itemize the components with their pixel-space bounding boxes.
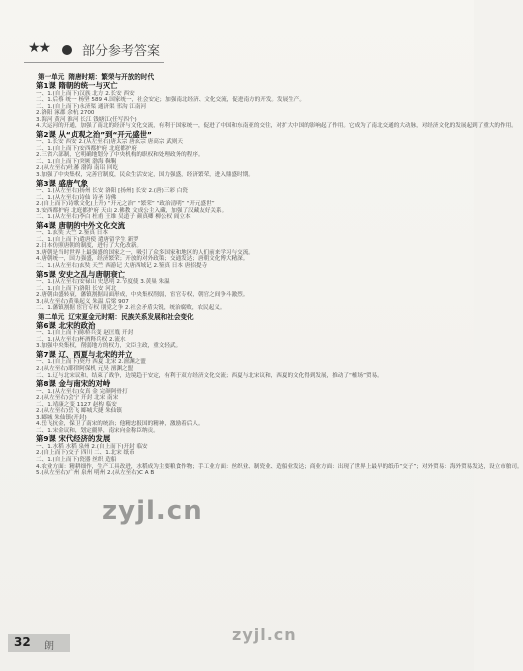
answer-line: 二、1.(自上而下)安西都护府 北庭都护府	[36, 145, 137, 152]
answer-line: 二、1.(从左至右)玄奘 天竺 西游记 大唐西域记 2.鉴真 日本 唐招提寺	[36, 263, 208, 270]
answer-line: 一、1.玄奘 天竺 2.鉴真 日本	[36, 230, 108, 237]
answer-line: 3.加强中央集权，削弱地方的权力，文臣主政，重文轻武。	[36, 343, 182, 350]
answer-line: 二、1.(从左至右)杯酒释兵权 2.流水	[36, 336, 126, 343]
answer-content	[36, 72, 523, 632]
answer-line: 3.郾城 朱仙镇(开封)	[36, 414, 87, 421]
answer-line: 4.岳飞抗金，保卫了南宋的统治；他精忠报国的精神，激励着后人。	[36, 421, 204, 428]
header-divider	[24, 62, 164, 63]
dot-icon	[62, 45, 72, 55]
answer-line: 二、1.(自上而下)永济渠 通济渠 邗沟 江南河	[36, 103, 147, 110]
star-icon: ★★	[28, 40, 50, 56]
answer-line: 2.日本仿照唐朝的制度，进行了大化改新。	[36, 243, 143, 250]
answer-line: 5.(从左至右)广州 泉州 明州 2.(从左至右)C A B	[36, 470, 155, 477]
answer-line: 2.(从左至右)耶律阿保机 元昊 澶渊之盟	[36, 366, 134, 372]
answer-line: 4.大运河的开通，加强了南北的经济与文化交流，有利于国家统一，促进了中国和东南亚的交往，对扩大中国的影响起了作用。它成为了南北交通的大动脉，对经济文化的发展起到了重大的作用。	[36, 123, 517, 130]
lesson-title: 第8课 金与南宋的对峙	[36, 379, 111, 389]
answer-line: 一、1.(自上而下)契丹 西夏 北宋 2.澶渊之盟	[36, 359, 146, 366]
answer-line: 2.洛阳 涿郡 余杭 2700	[36, 110, 95, 117]
lesson-title: 第4课 唐朝的中外文化交流	[36, 220, 126, 230]
answer-line: 二、1.(从左至右)诗仙 诗圣 诗佛	[36, 194, 117, 201]
answer-line: 2.(从左至右)岳飞 郾城大捷 朱仙镇	[36, 408, 122, 415]
answer-line: 一、1.(自上而下)汉族 北方 2.长安 西安	[36, 90, 135, 97]
answer-line: 一、1.(从左至右)扬州 长安 洛阳 [扬州] 长安 2.(唐)三彩 白瓷	[36, 188, 188, 195]
answer-line: 二、1.靖康之变 1127 赵构 临安	[36, 401, 117, 408]
lesson-title: 第1课 隋朝的统一与灭亡	[36, 81, 118, 90]
unit-title: 第二单元 辽宋夏金元时期：民族关系发展和社会变化	[38, 312, 194, 321]
answer-line: 二、1.(自上而下)遣唐使 遣唐留学生 新罗	[36, 236, 139, 243]
answer-line: 二、1.辽与北宋议和，结束了战争，边境趋于安定，有利于双方经济文化交流；西夏与北宋议和，西夏的文化得到发展，推动了“榷场”贸易。	[36, 372, 383, 379]
answer-line: 4.唐朝统一，国力强盛，经济繁荣；开放的对外政策；交通发达；唐朝文化博大精深。	[36, 256, 249, 263]
lesson-title: 第2课 从“贞观之治”到“开元盛世”	[36, 129, 152, 139]
answer-line: 一、1.(从左至右)女真 金 完颜阿骨打	[36, 388, 128, 395]
answer-line: 二、1.后蔡 统一 杨坚 589 4.国家统一，社会安定；加强南北经济、文化交流，促进南方的开发。发展生产。	[36, 97, 305, 104]
answer-line: 二、1.(自上而下)洛阳 长安 河北	[36, 285, 117, 292]
page-header	[24, 36, 454, 66]
lesson-title: 第6课 北宋的政治	[36, 320, 96, 330]
answer-line: 2.(从左至右)会宁 开封 北宋 南宋	[36, 395, 119, 402]
answer-line: 一、1.(自上而下)陈桥兵变 赵匡胤 开封	[36, 330, 134, 337]
lesson-title: 第9课 宋代经济的发展	[36, 434, 111, 444]
answer-line: 一、1.(从左至右)安禄山 史思明 2.节度使 3.黄巢 朱温	[36, 279, 170, 286]
answer-line: 3.唐朝是当时世界上最强盛的国家之一，吸引了众多国家和地区的人们前来学习与交流。	[36, 249, 254, 256]
page-number-suffix: 朗	[44, 641, 54, 652]
answer-line: 3.(从左至右)黄巢起义 朱温 后梁 907	[36, 298, 129, 305]
unit-title: 第一单元 隋唐时期：繁荣与开放的时代	[38, 73, 155, 81]
answer-line: 二、1.宋金议和，划定疆界，南宋向金称臣纳贡。	[36, 427, 159, 434]
answer-line: 4.农业方面：精耕细作，生产工具改进，水稻成为主要粮食作物；手工业方面：丝织业、制瓷业、造船业发达；商业方面：出现了世界上最早的纸币“交子”；对外贸易：海外贸易发达，设立市舶司。	[36, 463, 523, 470]
watermark-footer: zyjl.cn	[232, 625, 297, 644]
answer-line: 二、1.藩镇割据 宦官专权 朋党之争 2.社会矛盾尖锐，统治腐败，农民起义。	[36, 305, 226, 312]
unit-lessons	[36, 320, 523, 477]
page-title: 部分参考答案	[82, 44, 161, 59]
answer-line: 二、1.(自上而下)瓷器 丝织 造船	[36, 457, 117, 464]
answer-line: 一、1.水稻 水稻 泉州 2.(自上而下)开封 临安	[36, 443, 148, 450]
answer-line: 二、1.(从左至右)李白 杜甫 王维 吴道子 颜真卿 柳公权 阎立本	[36, 214, 191, 221]
answer-line: 3.海河 黄河 淮河 长江 钱塘江(任写四个)	[36, 116, 137, 123]
answer-line: 2.(自上而下)诗歌文化(上升) “开元之治” “繁荣” “政治清明” “开元盛世”	[36, 201, 215, 208]
page-number: 32	[14, 635, 31, 649]
lesson-title: 第7课 辽、西夏与北宋的并立	[36, 349, 133, 359]
unit-lessons	[36, 81, 517, 312]
answer-line: 2.(从左至右)吐蕃 渤海 南诏 回纥	[36, 165, 119, 172]
answer-line: 2.(自上而下)交子 四川 二、1.北宋 纸币	[36, 450, 135, 457]
answer-line: 一、1.长安 西安 2.(从左至右)唐太宗 唐玄宗 唐高宗 武则天	[36, 139, 183, 146]
answer-line: 2.三省六部制，它明确地划分了中央机构的职权和处理政务的程序。	[36, 152, 204, 159]
lesson-title: 第5课 安史之乱与唐朝衰亡	[36, 269, 126, 279]
answer-line: 3.加强了中央集权，完善官制度，民众生活安定，国力强盛，经济繁荣，进入鼎盛时期。	[36, 172, 254, 179]
watermark: zyjl.cn	[102, 496, 203, 526]
lesson-title: 第3课 盛唐气象	[36, 178, 89, 188]
answer-line: 二、1.(自上而下)突厥 渤海 靺鞨	[36, 158, 117, 165]
answer-line: 2.唐朝由盛转衰，藩镇割据局面形成，中央集权削弱，宦官专权，朝官之间争斗激烈。	[36, 292, 249, 299]
answer-line: 3.安西都护府 北庭都护府 天山 2.佛教 文成公主入藏，加强了汉藏友好关系。	[36, 207, 228, 214]
